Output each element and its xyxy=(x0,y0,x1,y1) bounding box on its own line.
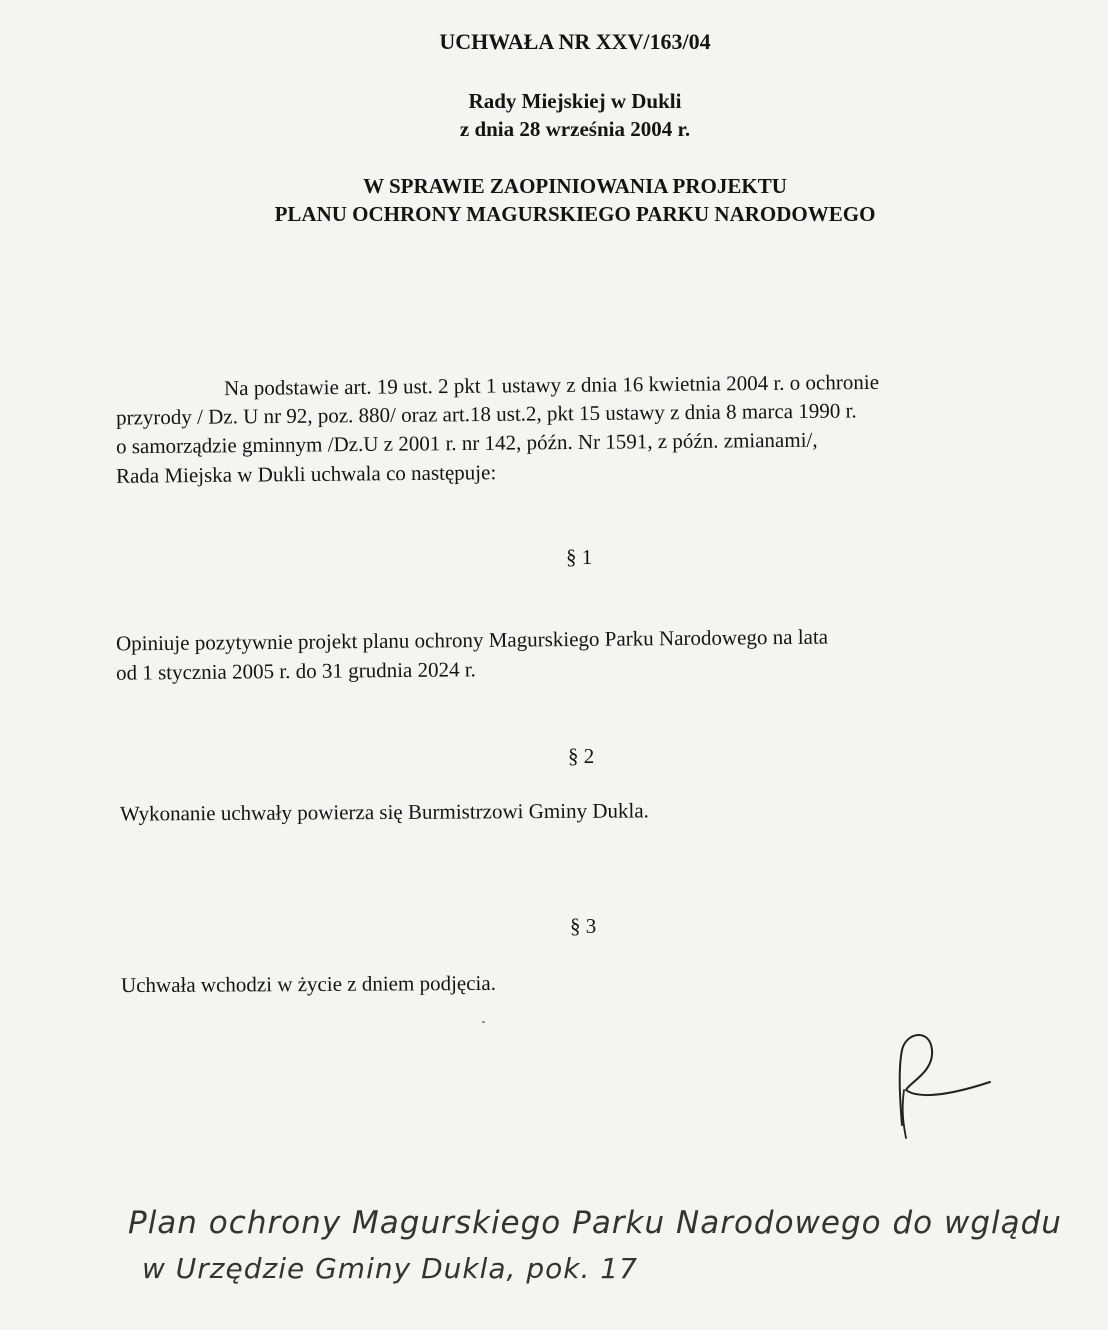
resolution-title: UCHWAŁA NR XXV/163/04 xyxy=(439,29,711,54)
handwritten-note-line-1: Plan ochrony Magurskiego Parku Narodowego do wglądu xyxy=(128,1205,1062,1241)
section-2-line-1: Wykonanie uchwały powierza się Burmistrzowi Gminy Dukla. xyxy=(119,798,649,826)
section-1-line-2: od 1 stycznia 2005 r. do 31 grudnia 2024 r. xyxy=(115,657,476,685)
preamble-line-1: Na podstawie art. 19 ust. 2 pkt 1 ustawy z dnia 16 kwietnia 2004 r. o ochronie xyxy=(223,369,880,401)
subject-line-1: W SPRAWIE ZAOPINIOWANIA PROJEKTU xyxy=(363,174,787,198)
subject-line-2: PLANU OCHRONY MAGURSKIEGO PARKU NARODOWEGO xyxy=(274,202,876,226)
section-1-line-1: Opiniuje pozytywnie projekt planu ochrony Magurskiego Parku Narodowego na lata xyxy=(115,624,829,656)
section-1-heading: § 1 xyxy=(566,545,593,569)
resolution-date: z dnia 28 września 2004 r. xyxy=(459,117,691,141)
preamble-line-3: o samorządzie gminnym /Dz.U z 2001 r. nr 142, późn. Nr 1591, z późn. zmianami/, xyxy=(115,427,818,459)
section-3-heading: § 3 xyxy=(570,914,597,938)
signature-mark xyxy=(880,1020,1000,1150)
preamble-line-4: Rada Miejska w Dukli uchwala co następuje: xyxy=(115,460,497,488)
section-3-line-1: Uchwała wchodzi w życie z dniem podjęcia. xyxy=(120,970,497,998)
resolution-issuer: Rady Miejskiej w Dukli xyxy=(468,89,682,113)
handwritten-note-line-2: w Urzędzie Gminy Dukla, pok. 17 xyxy=(142,1252,638,1285)
preamble-line-2: przyrody / Dz. U nr 92, poz. 880/ oraz art.18 ust.2, pkt 15 ustawy z dnia 8 marca 1990 r. xyxy=(115,398,857,430)
section-2-heading: § 2 xyxy=(568,744,595,768)
scan-speck xyxy=(482,1021,485,1023)
